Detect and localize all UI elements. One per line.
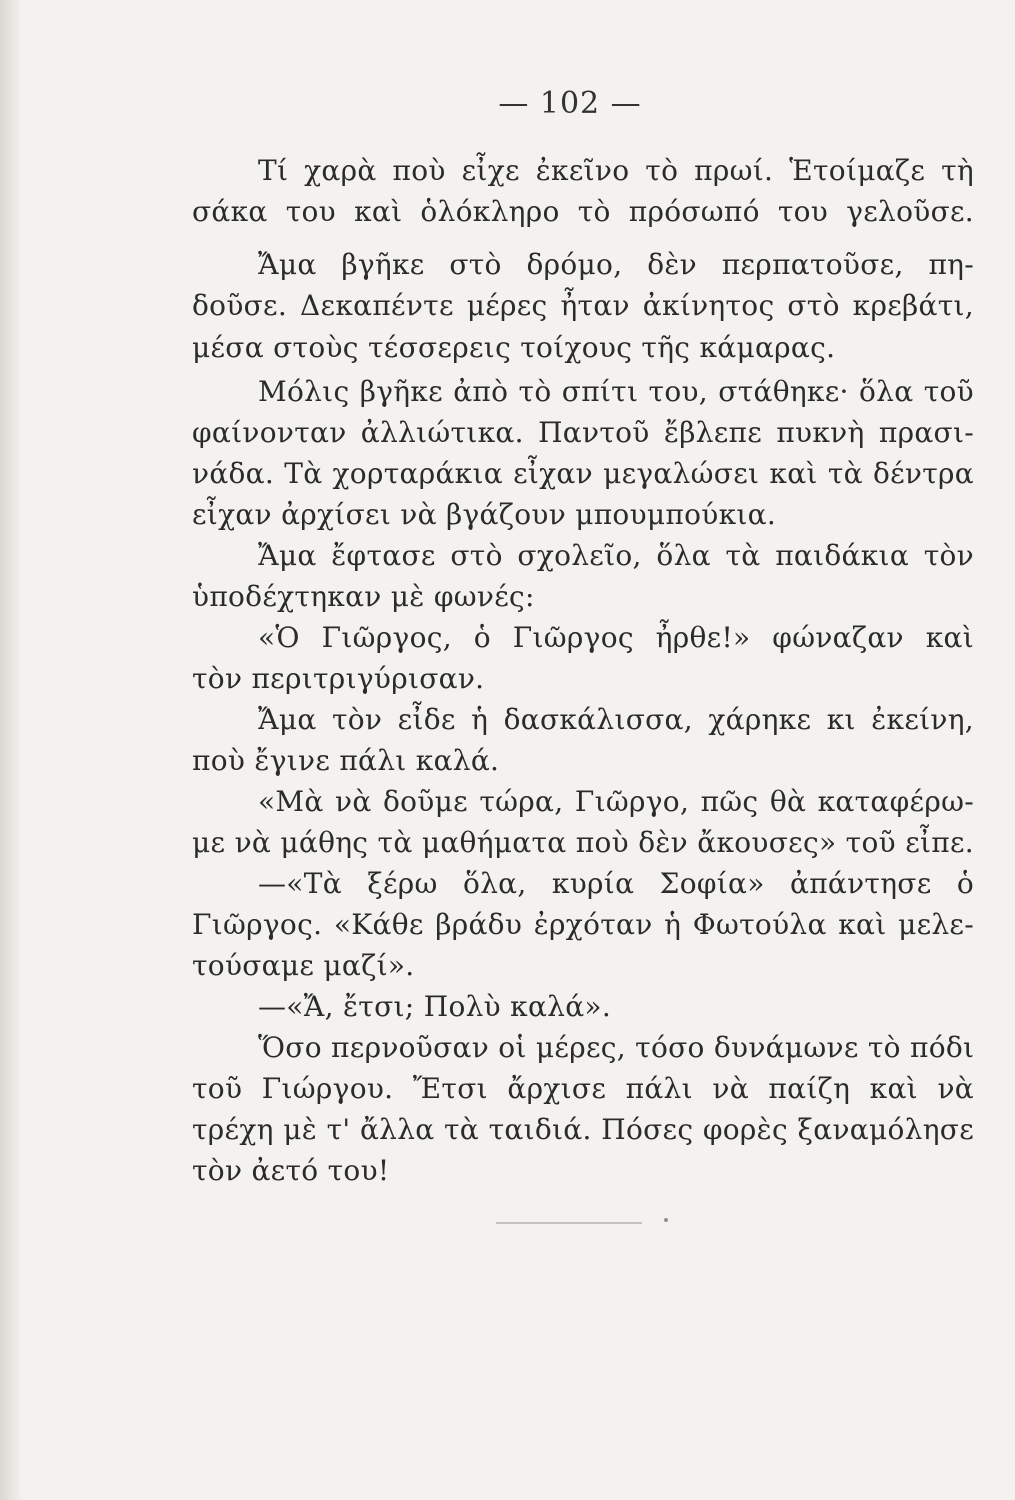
text-line: εἶχαν ἀρχίσει νὰ βγάζουν μπουμπούκια. xyxy=(192,498,777,531)
text-line: ὑποδέχτηκαν μὲ φωνές: xyxy=(192,580,535,613)
text-line: φαίνονταν ἀλλιώτικα. Παντοῦ ἔβλεπε πυκνὴ πρασι- xyxy=(192,416,974,449)
text-line: μέσα στοὺς τέσσερεις τοίχους τῆς κάμαρας. xyxy=(192,331,836,364)
page-number: — 102 — xyxy=(498,86,642,121)
end-divider xyxy=(496,1222,642,1225)
text-line: «Ὁ Γιῶργος, ὁ Γιῶργος ἦρθε!» φώναζαν καὶ xyxy=(258,621,974,654)
text-line: τὸν ἀετό του! xyxy=(192,1154,390,1187)
text-line: Ὅσο περνοῦσαν οἱ μέρες, τόσο δυνάμωνε τὸ πόδι xyxy=(258,1031,974,1064)
text-line: σάκα του καὶ ὁλόκληρο τὸ πρόσωπό του γελοῦσε. xyxy=(192,195,974,228)
text-line: τρέχη μὲ τ' ἄλλα τὰ ταιδιά. Πόσες φορὲς ξαναμόλησε xyxy=(192,1113,974,1146)
text-line: νάδα. Τὰ χορταράκια εἶχαν μεγαλώσει καὶ τὰ δέντρα xyxy=(192,457,974,490)
text-line: τούσαμε μαζί». xyxy=(192,949,415,982)
text-line: —«Τὰ ξέρω ὅλα, κυρία Σοφία» ἀπάντησε ὁ xyxy=(258,867,974,900)
text-line: Ἄμα βγῆκε στὸ δρόμο, δὲν περπατοῦσε, πη- xyxy=(258,248,974,281)
page-edge-shadow xyxy=(0,0,22,1500)
divider-dot xyxy=(664,1218,668,1222)
text-line: δοῦσε. Δεκαπέντε μέρες ἦταν ἀκίνητος στὸ κρεβάτι, xyxy=(192,289,974,322)
text-line: —«Ἄ, ἔτσι; Πολὺ καλά». xyxy=(258,990,612,1023)
text-line: Ἄμα ἔφτασε στὸ σχολεῖο, ὅλα τὰ παιδάκια τὸν xyxy=(258,539,974,572)
text-line: Ἄμα τὸν εἶδε ἡ δασκάλισσα, χάρηκε κι ἐκείνη, xyxy=(258,703,974,736)
text-line: ποὺ ἔγινε πάλι καλά. xyxy=(192,744,500,777)
text-line: Μόλις βγῆκε ἀπὸ τὸ σπίτι του, στάθηκε· ὅλα τοῦ xyxy=(258,375,974,408)
text-line: τὸν περιτριγύρισαν. xyxy=(192,662,485,695)
text-line: με νὰ μάθης τὰ μαθήματα ποὺ δὲν ἄκουσες» τοῦ εἶπε. xyxy=(192,826,974,859)
text-line: «Μὰ νὰ δοῦμε τώρα, Γιῶργο, πῶς θὰ καταφέρω- xyxy=(258,785,974,818)
text-line: Γιῶργος. «Κάθε βράδυ ἐρχόταν ἡ Φωτούλα καὶ μελε- xyxy=(192,908,974,941)
text-line: τοῦ Γιώργου. Ἔτσι ἄρχισε πάλι νὰ παίζη καὶ νὰ xyxy=(192,1072,974,1105)
text-line: Τί χαρὰ ποὺ εἶχε ἐκεῖνο τὸ πρωί. Ἑτοίμαζε τὴ xyxy=(258,154,974,187)
